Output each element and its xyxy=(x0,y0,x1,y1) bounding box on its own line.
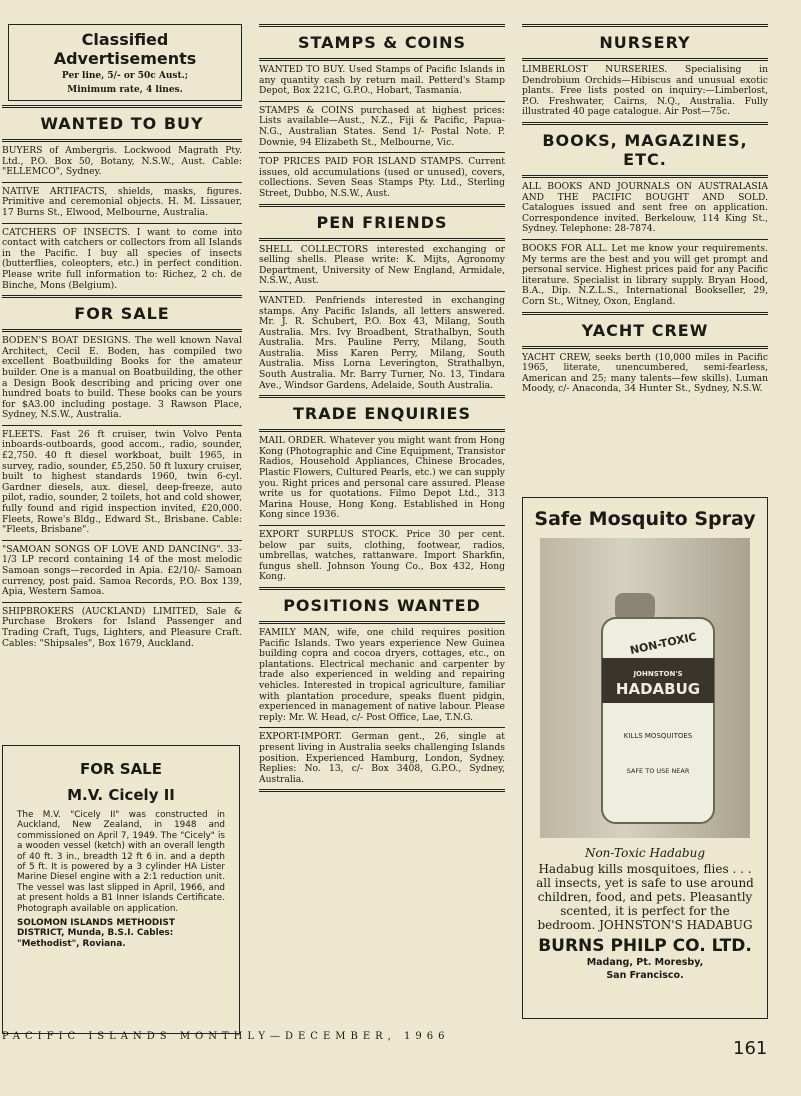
section-heading-wanted-to-buy: WANTED TO BUY xyxy=(40,114,204,133)
ad-stamps-coins: STAMPS & COINS purchased at highest prices: Lists available—Aust., N.Z., Fiji & Pacific, Papua-N.G., Australian States. Send 1/- Postal Note. P. Downie, 94 Elizabeth St., Melbourne, Vic. xyxy=(259,104,505,148)
classified-minimum: Minimum rate, 4 lines. xyxy=(67,85,183,95)
ad-export-surplus: EXPORT SURPLUS STOCK. Price 30 per cent. below par suits, clothing, footwear, radios, umbrellas, watches, rattanware. Import Sharkfin, fungus shell. Johnson Young Co., Box 432, Hong Kong. xyxy=(259,529,505,583)
divider xyxy=(259,204,505,207)
ad-limberlost: LIMBERLOST NURSERIES. Specialising in Dendrobium Orchids—Hibiscus and unusual exotic plants. Free lists posted on inquiry:—Limberlost, P.O. Freshwater, Cairns, N.Q., Australia. Fully illustrated 40 page catalogue. Air Post—75c. xyxy=(522,64,768,118)
ad-insect-catchers: CATCHERS OF INSECTS. I want to come into contact with catchers or collectors from all Islands in the Pacific. I buy all species of insects (butterflies, coleopters, etc.) in perfect condition. Please write full information to: Richez, 2 ch. de Binche, Mons (Belgium). xyxy=(2,226,242,291)
divider xyxy=(522,346,768,349)
ad-samoan-songs: "SAMOAN SONGS OF LOVE AND DANCING". 33-1/3 LP record containing 14 of the most melodic Samoan songs—recorded in Apia. £2/10/- Samoan currency, post paid. Samoa Records, P.O. Box 139, Apia, Western Samoa. xyxy=(2,543,242,598)
ad-books-for-all: BOOKS FOR ALL. Let me know your requirements. My terms are the best and you will get prompt and personal service. Highest prices paid for any Pacific literature. Specialist in library supply. Bryan Hood, B.A., Dip. N.Z.L.S., International Bookseller, 29, Corn St., Witney, Oxon, England. xyxy=(522,242,768,307)
divider xyxy=(522,58,768,61)
spray-title: Safe Mosquito Spray xyxy=(534,508,756,530)
can-label-brand: JOHNSTON'S xyxy=(633,670,683,678)
ad-shell-collectors: SHELL COLLECTORS interested exchanging or selling shells. Please write: K. Mijts, Agronomy Department, University of New England, Armidale, N.S.W., Aust. xyxy=(259,243,505,287)
divider xyxy=(2,295,242,298)
divider xyxy=(2,602,242,603)
spray-subtitle: Non-Toxic Hadabug xyxy=(584,846,706,860)
divider xyxy=(2,223,242,224)
divider xyxy=(259,525,505,526)
divider xyxy=(259,395,505,398)
ad-native-artifacts: NATIVE ARTIFACTS, shields, masks, figures. Primitive and ceremonial objects. H. M. Lissauer, 17 Burns St., Elwood, Melbourne, Australia. xyxy=(2,185,242,218)
divider xyxy=(2,182,242,183)
cicely-ad-box xyxy=(2,745,240,1034)
divider xyxy=(259,727,505,728)
section-heading-for-sale: FOR SALE xyxy=(74,304,170,324)
column-middle xyxy=(259,0,505,795)
section-heading-stamps: STAMPS & COINS xyxy=(297,33,467,52)
ad-family-man: FAMILY MAN, wife, one child requires position Pacific Islands. Two years experience New Guinea building copra and cocoa dryers, cottages, etc., on plantations. Electrical mechanic and carpenter by trade also experienced in welding and repairing vehicles. Interested in tropical agriculture, familiar with plantation procedure, speaks fluent pidgin, experienced in management of native labour. Please reply: Mr. W. Head, c/- Post Office, Lae, T.N.G. xyxy=(259,626,505,723)
divider xyxy=(522,175,768,178)
divider xyxy=(259,152,505,153)
can-label-safe: SAFE TO USE NEAR xyxy=(626,767,690,775)
divider xyxy=(522,24,768,27)
can-label-product: HADABUG xyxy=(615,680,701,698)
ad-shipbrokers: SHIPBROKERS (AUCKLAND) LIMITED, Sale & Purchase Brokers for Island Passenger and Trading Craft, Tugs, Lighters, and Pleasure Craft. Cables: "Shipsales", Box 1679, Auckland. xyxy=(2,605,242,649)
column-left xyxy=(2,0,242,653)
spray-can-photo xyxy=(540,538,750,838)
divider xyxy=(522,122,768,125)
ad-stamps-wanted: WANTED TO BUY. Used Stamps of Pacific Islands in any quantity cash by return mail. Petterd's Stamp Depot, Box 221C, G.P.O., Hobart, Tasmania. xyxy=(259,64,505,97)
mosquito-spray-ad xyxy=(522,497,768,1019)
page-footer: PACIFIC ISLANDS MONTHLY—DECEMBER, 1966 xyxy=(2,1031,450,1042)
section-heading-books: BOOKS, MAGAZINES, ETC. xyxy=(542,130,748,169)
ad-yacht-crew: YACHT CREW, seeks berth (10,000 miles in Pacific 1965, literate, unencumbered, semi-fearless, American and 25; many talents—few skills). Luman Moody, c/- Anaconda, 34 Hunter St., Sydney, N.S.W. xyxy=(522,351,768,395)
can-label-kills: KILLS MOSQUITOES xyxy=(623,732,693,740)
spray-places-line2: San Francisco. xyxy=(606,970,684,981)
divider xyxy=(259,291,505,292)
cicely-body: The M.V. "Cicely II" was constructed in Auckland, New Zealand, in 1948 and commissioned on April 7, 1949. The "Cicely" is a wooden vessel (ketch) with an overall length of 40 ft. 3 in., breadth 12 ft 6 in. and a depth of 5 ft. It is powered by a 3 cylinder HA Lister Marine Diesel engine with a 2:1 reduction unit. The vessel was last slipped in April, 1966, and at present holds a B1 Inner Islands Certificate. Photograph available on application. xyxy=(17,810,225,914)
classified-title: Classified Advertisements xyxy=(53,30,197,68)
divider xyxy=(2,329,242,332)
cicely-heading: FOR SALE xyxy=(80,760,162,778)
classified-box xyxy=(8,24,242,101)
divider xyxy=(522,312,768,315)
divider xyxy=(2,139,242,142)
divider xyxy=(259,238,505,241)
divider xyxy=(259,789,505,792)
ad-export-import: EXPORT-IMPORT. German gent., 26, single at present living in Australia seeks challenging Islands position. Experienced Hamburg, London, Sydney. Replies: No. 13, c/- Box 3408, G.P.O., Sydney, Australia. xyxy=(259,731,505,785)
spray-body: Hadabug kills mosquitoes, flies . . . all insects, yet is safe to use around children, food, and pets. Pleasantly scented, it is perfect for the bedroom. JOHNSTON'S HADABUG xyxy=(536,862,754,932)
section-heading-nursery: NURSERY xyxy=(599,33,691,52)
divider xyxy=(259,101,505,102)
divider xyxy=(259,58,505,61)
spray-company: BURNS PHILP CO. LTD. xyxy=(538,936,752,956)
divider xyxy=(522,239,768,240)
divider xyxy=(259,24,505,27)
spray-can-icon xyxy=(540,538,750,838)
ad-boden-boat: BODEN'S BOAT DESIGNS. The well known Naval Architect, Cecil E. Boden, has compiled two excellent Boatbuilding Books for the amateur builder. One is a manual on Boatbuilding, the other a Design Book describing and pricing over one hundred boats to build. These books can be yours for $A3.00 including postage. 3 Rawson Place, Sydney, N.S.W., Australia. xyxy=(2,335,242,421)
divider xyxy=(2,105,242,108)
spray-places-line1: Madang, Pt. Moresby, xyxy=(586,957,704,968)
section-heading-pen-friends: PEN FRIENDS xyxy=(316,212,448,232)
cicely-contact: SOLOMON ISLANDS METHODIST DISTRICT, Munda, B.S.I. Cables: "Methodist", Roviana. xyxy=(17,918,175,949)
section-heading-trade: TRADE ENQUIRIES xyxy=(293,404,471,424)
section-heading-positions: POSITIONS WANTED xyxy=(283,595,481,615)
ad-all-books: ALL BOOKS AND JOURNALS ON AUSTRALASIA AND THE PACIFIC BOUGHT AND SOLD. Catalogues issued and sent free on application. Correspondence invited. Berkelouw, 114 King St., Sydney. Telephone: 28-7874. xyxy=(522,180,768,235)
ad-top-prices: TOP PRICES PAID FOR ISLAND STAMPS. Current issues, old accumulations (used or unused), covers, collections. Seven Seas Stamps Pty. Ltd., Sterling Street, Dubbo, N.S.W., Aust. xyxy=(259,156,505,199)
ad-fleets: FLEETS. Fast 26 ft cruiser, twin Volvo Penta inboards-outboards, good accom., radio, sounder, £2,750. 40 ft diesel workboat, built 1965, in survey, radio, sounder, £5,250. 50 ft luxury cruiser, built to highest standards 1960, twin 6-cyl. Gardner diesels, aux. diesel, deep-freeze, auto pilot, radio, sounder, 2 toilets, hot and cold shower, fully found and rigid inspection invited, £20,000. Fleets, Rowe's Bldg., Edward St., Brisbane. Cable: "Fleets, Brisbane". xyxy=(2,428,242,536)
classified-rate: Per line, 5/- or 50c Aust.; xyxy=(61,71,189,81)
divider xyxy=(259,429,505,432)
divider xyxy=(2,425,242,426)
divider xyxy=(2,540,242,541)
divider xyxy=(259,587,505,590)
ad-mail-order: MAIL ORDER. Whatever you might want from Hong Kong (Photographic and Cine Equipment, Transistor Radios, Household Appliances, Chinese Brocades, Plastic Flowers, Cultured Pearls, etc.) we can supply you. Right prices and personal care assured. Please write us for quotations. Filmo Depot Ltd., 313 Marina House, Hong Kong. Established in Hong Kong since 1936. xyxy=(259,435,505,521)
page-number: 161 xyxy=(733,1038,768,1059)
divider xyxy=(259,621,505,624)
section-heading-yacht: YACHT CREW xyxy=(581,320,709,340)
column-right xyxy=(522,0,768,399)
ad-penfriends-wanted: WANTED. Penfriends interested in exchanging stamps. Any Pacific Islands, all letters answered. Mr. J. R. Schubert, P.O. Box 43, Milang, South Australia. Mrs. Ivy Broadbent, Strathalbyn, South Australia. Mrs. Pauline Perry, Milang, South Australia. Miss Karen Perry, Milang, South Australia. Miss Lorna Leverington, Strathalbyn, South Australia. Mr. Barry Turner, No. 13, Tindara Ave., Windsor Gardens, Adelaide, South Australia. xyxy=(259,294,505,391)
can-label-nontoxic: NON-TOXIC xyxy=(628,630,698,658)
ad-ambergris: BUYERS of Ambergris. Lockwood Magrath Pty. Ltd., P.O. Box 50, Botany, N.S.W., Aust. Cable: "ELLEMCO", Sydney. xyxy=(2,145,242,178)
cicely-vessel-name: M.V. Cicely II xyxy=(67,786,175,804)
